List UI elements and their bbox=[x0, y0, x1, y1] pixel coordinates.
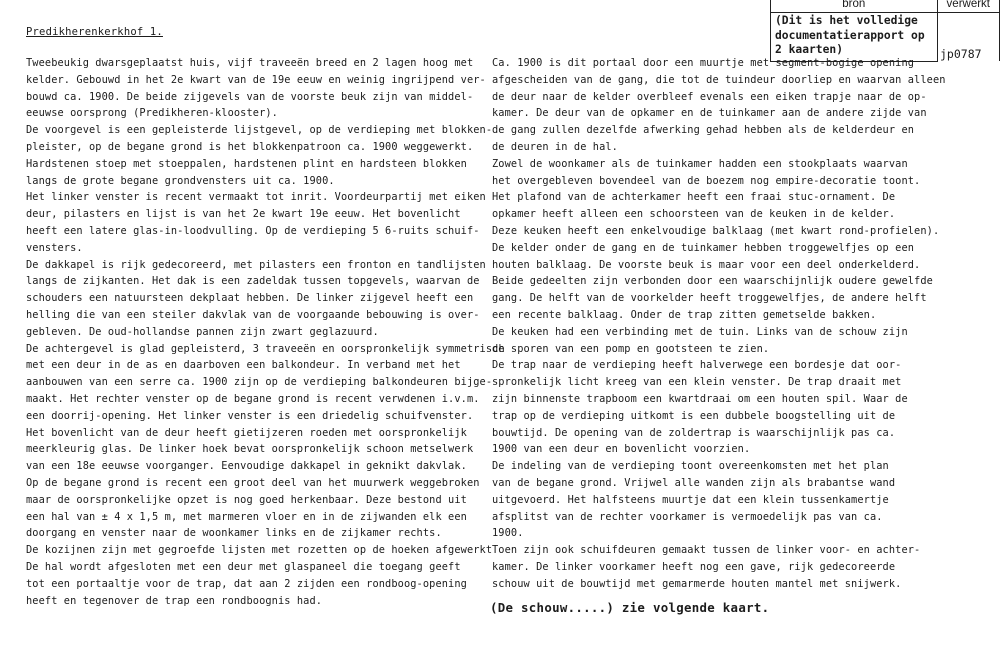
source-label: bron bbox=[771, 0, 938, 13]
text-line: spronkelijk licht kreeg van een klein venster. De trap draait met bbox=[492, 376, 902, 389]
text-line: houten balklaag. De voorste beuk is maar voor een deel onderkelderd. bbox=[492, 258, 921, 271]
text-line: aanbouwen van een serre ca. 1900 zijn op de verdieping balkondeuren bijge- bbox=[26, 376, 493, 389]
text-line: helling die van een steiler dakvlak van de voorgaande bebouwing is over- bbox=[26, 308, 480, 321]
text-line: kelder. Gebouwd in het 2e kwart van de 19e eeuw en weinig ingrijpend ver- bbox=[26, 73, 486, 86]
text-line: uitgevoerd. Het halfsteens muurtje dat een klein tussenkamertje bbox=[492, 493, 889, 506]
text-line: bouwtijd. De opening van de zoldertrap is waarschijnlijk pas ca. bbox=[492, 426, 896, 439]
text-line: gang. De helft van de voorkelder heeft troggewelfjes, de andere helft bbox=[492, 292, 927, 305]
text-line: Het bovenlicht van de deur heeft gietijzeren roeden met oorspronkelijk bbox=[26, 426, 467, 439]
text-line: schouders een natuursteen dekplaat hebben. De linker zijgevel heeft een bbox=[26, 292, 474, 305]
text-line: bouwd ca. 1900. De beide zijgevels van de voorste beuk zijn van middel- bbox=[26, 90, 474, 103]
text-line: tot een portaaltje voor de trap, dat aan 2 zijden een rondboog-opening bbox=[26, 577, 467, 590]
text-line: gebleven. De oud-hollandse pannen zijn zwart geglazuurd. bbox=[26, 325, 379, 338]
text-line: De kozijnen zijn met gegroefde lijsten met rozetten op de hoeken afgewerkt bbox=[26, 544, 493, 557]
right-text-column bbox=[492, 55, 946, 593]
text-line: de deur naar de kelder overbleef evenals een eiken trapje naar de op- bbox=[492, 90, 927, 103]
text-line: Zowel de woonkamer als de tuinkamer hadden een stookplaats waarvan bbox=[492, 157, 908, 170]
text-line: Het plafond van de achterkamer heeft een fraai stuc-ornament. De bbox=[492, 191, 896, 204]
text-line: het overgebleven bovendeel van de boezem nog empire-decoratie toont. bbox=[492, 174, 921, 187]
text-line: maakt. Het rechter venster op de begane grond is recent verwdenen i.v.m. bbox=[26, 392, 480, 405]
text-line: De voorgevel is een gepleisterde lijstgevel, op de verdieping met blokken- bbox=[26, 124, 493, 137]
text-line: een recente balklaag. Onder de trap zitten gemetselde bakken. bbox=[492, 308, 877, 321]
text-line: schouw uit de bouwtijd met gemarmerde houten mantel met snijwerk. bbox=[492, 577, 902, 590]
text-line: kamer. De linker voorkamer heeft nog een gave, rijk gedecoreerde bbox=[492, 560, 896, 573]
text-line: de deuren in de hal. bbox=[492, 140, 618, 153]
text-line: De trap naar de verdieping heeft halverwege een bordesje dat oor- bbox=[492, 359, 902, 372]
text-line: van de begane grond. Vrijwel alle wanden zijn als brabantse wand bbox=[492, 476, 896, 489]
text-line: deur, pilasters en lijst is van het 2e kwart 19e eeuw. Het bovenlicht bbox=[26, 208, 461, 221]
text-line: heeft en tegenover de trap een rondboognis had. bbox=[26, 594, 323, 607]
header-note-line: 2 kaarten) bbox=[775, 43, 844, 56]
text-line: vensters. bbox=[26, 241, 83, 254]
text-line: Hardstenen stoep met stoeppalen, hardstenen plint en hardsteen blokken bbox=[26, 157, 467, 170]
text-line: Ca. 1900 is dit portaal door een muurtje met segment-bogige opening bbox=[492, 57, 915, 69]
header-note-line: (Dit is het volledige bbox=[775, 14, 918, 27]
processed-label: verwerkt bbox=[937, 0, 999, 13]
text-line: eeuwse oorsprong (Predikheren-klooster). bbox=[26, 107, 278, 120]
text-line: De hal wordt afgesloten met een deur met glaspaneel die toegang geeft bbox=[26, 560, 461, 573]
text-line: pleister, op de begane grond is het blokkenpatroon ca. 1900 weggewerkt. bbox=[26, 140, 474, 153]
text-line: Op de begane grond is recent een groot deel van het muurwerk weggebroken bbox=[26, 476, 480, 489]
text-line: heeft een latere glas-in-loodvulling. Op de verdieping 5 6-ruits schuif- bbox=[26, 224, 480, 237]
text-line: langs de grote begane grondvensters uit ca. 1900. bbox=[26, 174, 335, 187]
text-line: Het linker venster is recent vermaakt tot inrit. Voordeurpartij met eiken bbox=[26, 191, 486, 204]
text-line: een doorrij-opening. Het linker venster is een driedelig schuifvenster. bbox=[26, 409, 474, 422]
text-line: meerkleurig glas. De linker hoek bevat oorspronkelijk schoon metselwerk bbox=[26, 443, 474, 456]
text-line: met een deur in de as en daarboven een balkondeur. In verband met het bbox=[26, 359, 461, 372]
text-line: maar de oorspronkelijke opzet is nog goed herkenbaar. Deze bestond uit bbox=[26, 493, 467, 506]
text-line: doorgang en venster naar de woonkamer links en de zijkamer rechts. bbox=[26, 527, 442, 540]
text-line: een hal van ± 4 x 1,5 m, met marmeren vloer en in de zijwanden elk een bbox=[26, 510, 467, 523]
closing-note: (De schouw.....) zie volgende kaart. bbox=[490, 600, 770, 615]
text-line: zijn binnenste trapboom een kwartdraai om een houten spil. Waar de bbox=[492, 392, 908, 405]
text-line: opkamer heeft alleen een schoorsteen van de keuken in de kelder. bbox=[492, 208, 896, 221]
text-line: De achtergevel is glad gepleisterd, 3 traveeën en oorspronkelijk symmetrisch bbox=[26, 342, 505, 355]
text-line: de gang zullen dezelfde afwerking gehad hebben als de kelderdeur en bbox=[492, 124, 915, 137]
document-code: jp0787 bbox=[940, 47, 982, 61]
text-line: De indeling van de verdieping toont overeenkomsten met het plan bbox=[492, 460, 889, 473]
text-line: De kelder onder de gang en de tuinkamer hebben troggewelfjes op een bbox=[492, 241, 915, 254]
left-text-column bbox=[26, 55, 505, 609]
text-line: De keuken had een verbinding met de tuin. Links van de schouw zijn bbox=[492, 325, 908, 338]
text-line: 1900 van een deur en bovenlicht voorzien. bbox=[492, 443, 751, 456]
text-line: langs de zijkanten. Het dak is een zadeldak tussen topgevels, waarvan de bbox=[26, 275, 480, 288]
text-line: trap op de verdieping uitkomt is een dubbele boogstelling uit de bbox=[492, 409, 896, 422]
document-title: Predikherenkerkhof 1. bbox=[26, 26, 163, 38]
text-line: kamer. De deur van de opkamer en de tuinkamer aan de andere zijde van bbox=[492, 107, 927, 120]
text-line: Toen zijn ook schuifdeuren gemaakt tussen de linker voor- en achter- bbox=[492, 544, 921, 557]
text-line: De dakkapel is rijk gedecoreerd, met pilasters een fronton en tandlijsten bbox=[26, 258, 486, 271]
text-line: afgescheiden van de gang, die tot de tuindeur doorliep en waarvan alleen bbox=[492, 73, 946, 86]
text-line: de sporen van een pomp en gootsteen te zien. bbox=[492, 342, 770, 355]
text-line: Deze keuken heeft een enkelvoudige balklaag (met kwart rond-profielen). bbox=[492, 224, 940, 237]
text-line: afsplitst van de rechter voorkamer is vermoedelijk pas van ca. bbox=[492, 510, 883, 523]
text-line: Tweebeukig dwarsgeplaatst huis, vijf traveeën breed en 2 lagen hoog met bbox=[26, 57, 474, 69]
header-note-line: documentatierapport op bbox=[775, 28, 925, 42]
text-line: Beide gedeelten zijn verbonden door een waarschijnlijk oudere gewelfde bbox=[492, 275, 933, 288]
text-line: 1900. bbox=[492, 527, 524, 540]
text-line: van een 18e eeuwse voorganger. Eenvoudige dakkapel in geknikt dakvlak. bbox=[26, 460, 467, 473]
header-note bbox=[771, 13, 938, 62]
